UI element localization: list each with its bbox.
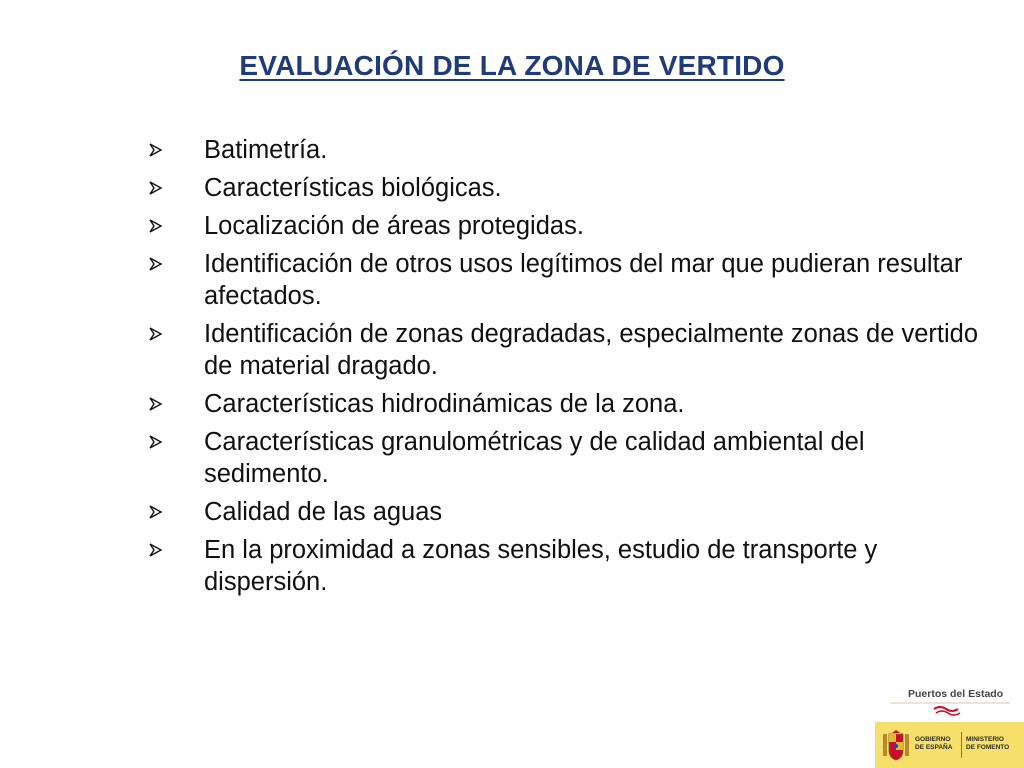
bullet-text: Localización de áreas protegidas. bbox=[204, 212, 584, 240]
puertos-logo-text: Puertos del Estado bbox=[908, 688, 1004, 700]
bullet-text: Características biológicas. bbox=[204, 174, 502, 202]
bullet-item bbox=[148, 172, 978, 204]
ministerio-label: MINISTERIO DE FOMENTO bbox=[966, 736, 1010, 751]
arrowhead-bullet-icon bbox=[148, 180, 164, 196]
arrowhead-bullet-icon bbox=[148, 504, 164, 520]
coat-of-arms-icon bbox=[881, 728, 911, 762]
gobierno-label: GOBIERNO DE ESPAÑA bbox=[915, 736, 953, 751]
bullet-item bbox=[148, 496, 978, 528]
bullet-text: Características hidrodinámicas de la zona. bbox=[204, 390, 685, 418]
arrowhead-bullet-icon bbox=[148, 434, 164, 450]
puertos-del-estado-logo bbox=[890, 686, 1010, 716]
bullet-text: Calidad de las aguas bbox=[204, 498, 443, 526]
arrowhead-bullet-icon bbox=[148, 326, 164, 342]
gobierno-banner bbox=[875, 722, 1024, 768]
bullet-item bbox=[148, 318, 978, 382]
gov-divider bbox=[961, 732, 962, 758]
arrowhead-bullet-icon bbox=[148, 218, 164, 234]
arrowhead-bullet-icon bbox=[148, 542, 164, 558]
bullet-text: Batimetría. bbox=[204, 136, 328, 164]
puertos-wave-icon bbox=[890, 700, 1010, 716]
bullet-text: Identificación de otros usos legítimos del mar que pudieran resultar afectados. bbox=[204, 250, 963, 310]
bullet-item bbox=[148, 426, 978, 490]
bullet-item bbox=[148, 210, 978, 242]
bullet-item bbox=[148, 388, 978, 420]
slide-title: EVALUACIÓN DE LA ZONA DE VERTIDO bbox=[239, 50, 785, 81]
bullet-text: En la proximidad a zonas sensibles, estudio de transporte y dispersión. bbox=[204, 536, 878, 596]
bullet-list bbox=[148, 134, 978, 604]
bullet-item bbox=[148, 248, 978, 312]
arrowhead-bullet-icon bbox=[148, 142, 164, 158]
arrowhead-bullet-icon bbox=[148, 256, 164, 272]
arrowhead-bullet-icon bbox=[148, 396, 164, 412]
bullet-item bbox=[148, 134, 978, 166]
bullet-text: Identificación de zonas degradadas, especialmente zonas de vertido de material dragado. bbox=[204, 320, 979, 380]
bullet-item bbox=[148, 534, 978, 598]
bullet-text: Características granulométricas y de calidad ambiental del sedimento. bbox=[204, 428, 865, 488]
